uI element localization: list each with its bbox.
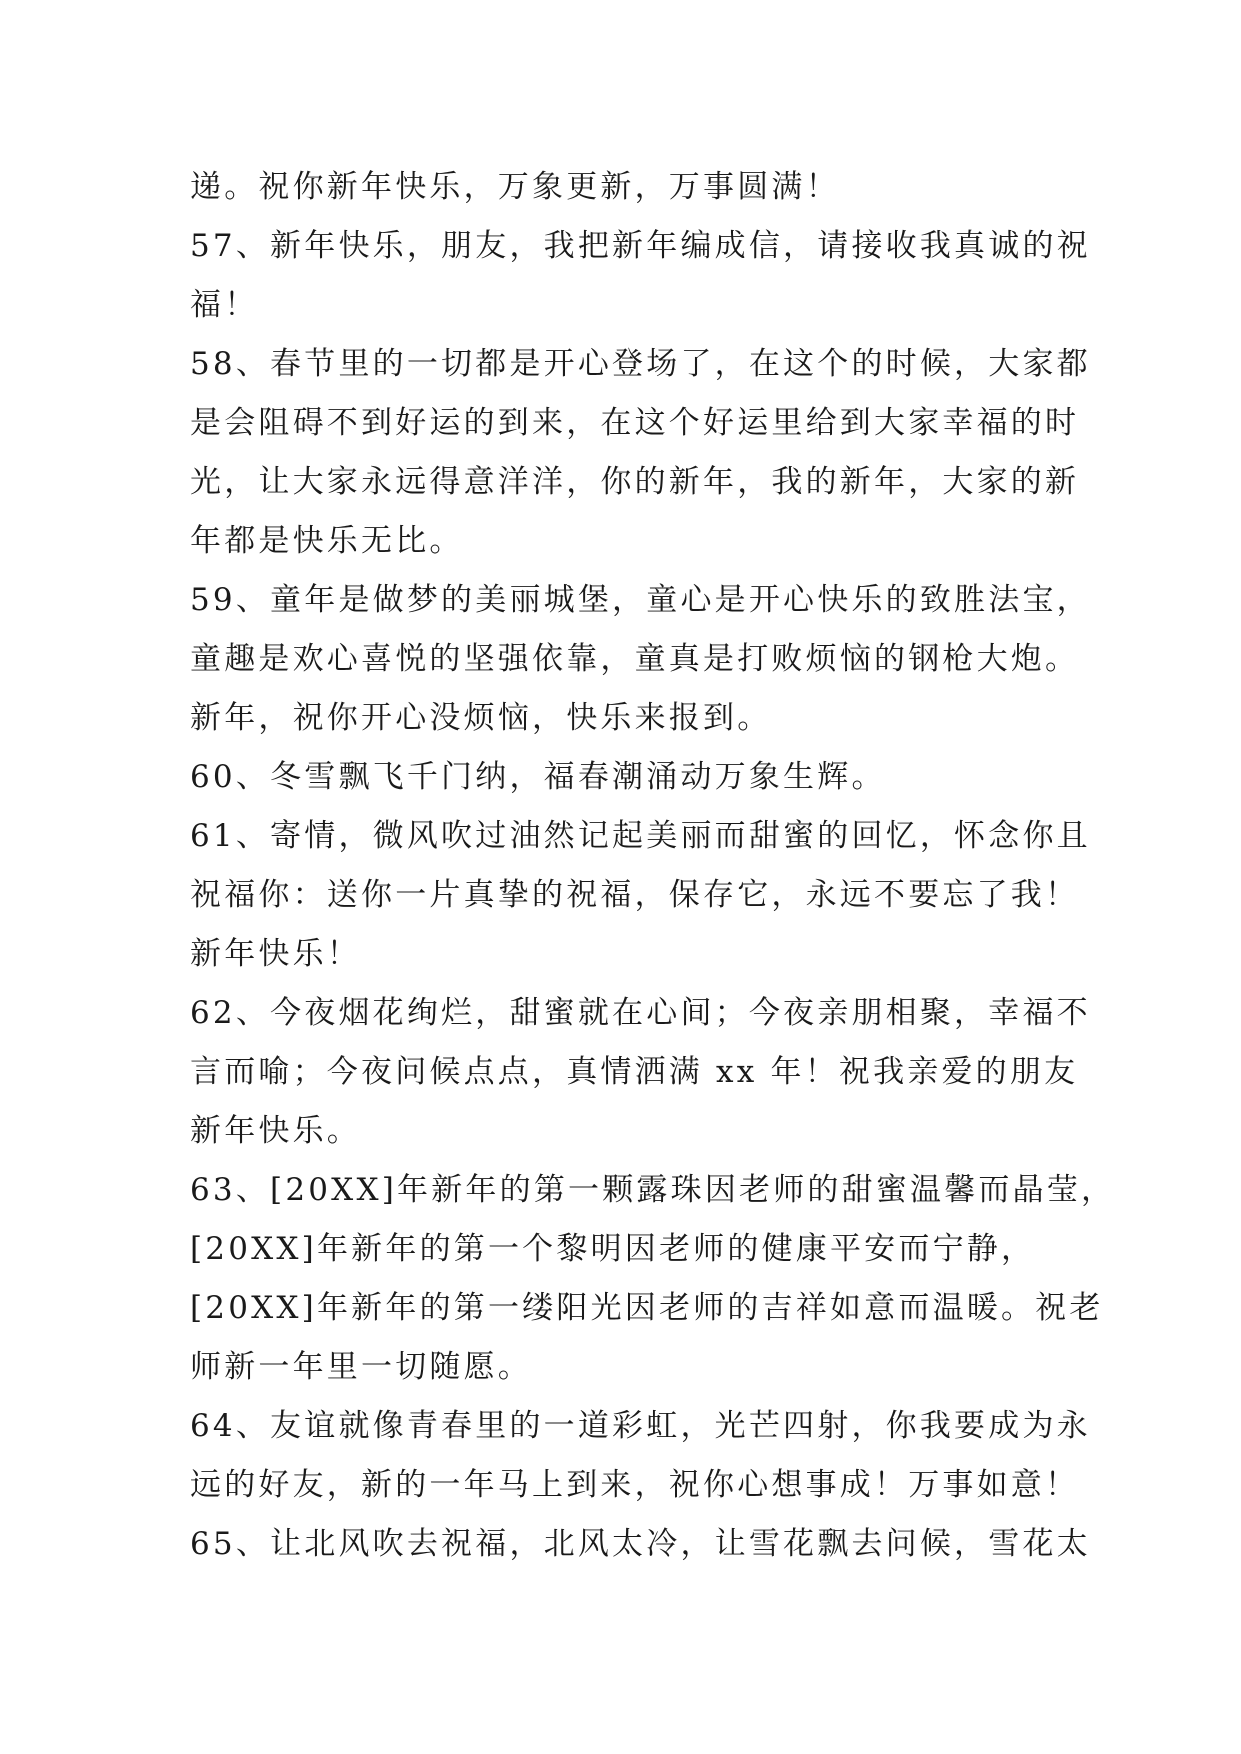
text-line: 60、冬雪飘飞千门纳，福春潮涌动万象生辉。 [190, 759, 886, 795]
text-line: 福！ [190, 287, 259, 323]
text-line: 58、春节里的一切都是开心登场了，在这个的时候，大家都 [190, 346, 1091, 382]
text-line: 年都是快乐无比。 [190, 523, 464, 559]
text-line: [20XX]年新年的第一个黎明因老师的健康平安而宁静， [190, 1231, 1036, 1267]
text-line: 是会阻碍不到好运的到来，在这个好运里给到大家幸福的时 [190, 405, 1080, 441]
text-line: 师新一年里一切随愿。 [190, 1349, 532, 1385]
text-line: 新年，祝你开心没烦恼，快乐来报到。 [190, 700, 772, 736]
text-line: 57、新年快乐，朋友，我把新年编成信，请接收我真诚的祝 [190, 228, 1091, 264]
text-line: 光，让大家永远得意洋洋，你的新年，我的新年，大家的新 [190, 464, 1080, 500]
text-line: 新年快乐。 [190, 1113, 361, 1149]
text-line: 童趣是欢心喜悦的坚强依靠，童真是打败烦恼的钢枪大炮。 [190, 641, 1080, 677]
text-line: 59、童年是做梦的美丽城堡，童心是开心快乐的致胜法宝， [190, 582, 1091, 618]
text-line: [20XX]年新年的第一缕阳光因老师的吉祥如意而温暖。祝老 [190, 1290, 1104, 1326]
text-line: 62、今夜烟花绚烂，甜蜜就在心间；今夜亲朋相聚，幸福不 [190, 995, 1091, 1031]
text-line: 言而喻；今夜问候点点，真情洒满 xx 年！祝我亲爱的朋友 [190, 1054, 1079, 1090]
text-line: 递。祝你新年快乐，万象更新，万事圆满！ [190, 169, 840, 205]
text-line: 64、友谊就像青春里的一道彩虹，光芒四射，你我要成为永 [190, 1408, 1091, 1444]
body-text [190, 158, 1116, 1574]
text-line: 63、[20XX]年新年的第一颗露珠因老师的甜蜜温馨而晶莹， [190, 1172, 1116, 1208]
text-line: 祝福你：送你一片真挚的祝福，保存它，永远不要忘了我！ [190, 877, 1080, 913]
text-line: 65、让北风吹去祝福，北风太冷，让雪花飘去问候，雪花太 [190, 1526, 1091, 1562]
text-line: 新年快乐！ [190, 936, 361, 972]
text-line: 远的好友，新的一年马上到来，祝你心想事成！万事如意！ [190, 1467, 1080, 1503]
text-line: 61、寄情，微风吹过油然记起美丽而甜蜜的回忆，怀念你且 [190, 818, 1091, 854]
